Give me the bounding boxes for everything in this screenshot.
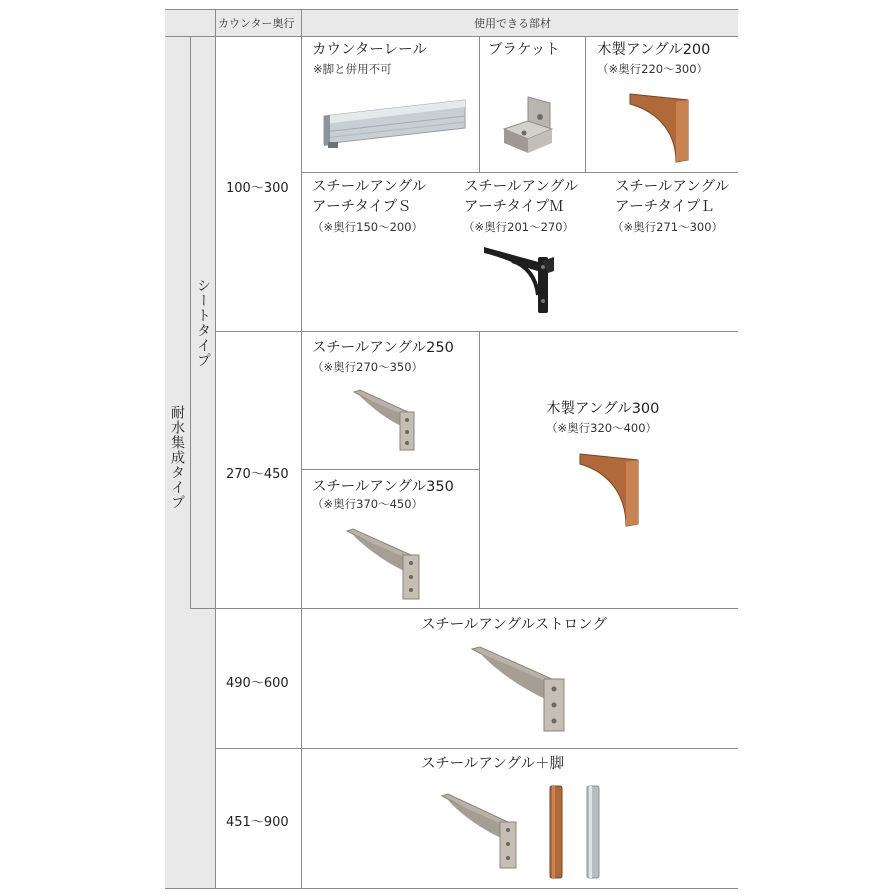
row4-depth: 451〜900 <box>226 815 289 830</box>
row2-inner-divider <box>301 469 480 470</box>
header-left-divider <box>215 9 216 36</box>
row1-inner-divider <box>301 172 738 173</box>
water-resistant-type-label: 耐水集成タイプ <box>169 405 185 510</box>
wood-angle-300-name: 木製アングル300 <box>546 401 660 417</box>
steel-angle-with-leg-name: スチールアングル＋脚 <box>421 756 565 772</box>
steel-angle-350-image <box>345 527 427 603</box>
sheet-type-label: シートタイプ <box>195 278 211 368</box>
header-bottom-border <box>165 36 738 37</box>
steel-angle-250-note: （※奥行270〜350） <box>312 360 424 374</box>
row2-bottom-border <box>190 608 738 609</box>
counter-rail-image <box>322 98 467 154</box>
outer-type-divider <box>190 36 191 608</box>
bracket-name: ブラケット <box>488 42 560 58</box>
parts-column-header: 使用できる部材 <box>474 17 551 30</box>
arch-l-name-line2: アーチタイプＬ <box>615 199 715 215</box>
steel-angle-with-leg-image <box>440 792 524 872</box>
wood-leg-image <box>549 784 563 880</box>
arch-s-name-line1: スチールアングル <box>312 179 427 195</box>
steel-angle-strong-name: スチールアングルストロング <box>421 617 607 633</box>
steel-angle-strong-image <box>470 645 570 735</box>
bracket-wood200-divider <box>585 36 586 172</box>
arch-s-note: （※奥行150〜200） <box>312 220 424 234</box>
depth-column-right-border <box>301 9 302 888</box>
depth-column-header: カウンター奥行 <box>218 17 295 30</box>
steel-angle-350-name: スチールアングル350 <box>312 479 454 495</box>
arch-m-note: （※奥行201〜270） <box>463 220 575 234</box>
row2-depth: 270〜450 <box>226 467 289 482</box>
wood-angle-200-note: （※奥行220〜300） <box>597 62 709 76</box>
rail-bracket-divider <box>479 36 480 172</box>
row1-depth: 100〜300 <box>226 181 289 196</box>
table-top-border <box>165 9 738 10</box>
row2-column-divider <box>479 331 480 608</box>
steel-angle-250-image <box>352 388 422 454</box>
arch-steel-angle-image <box>482 243 558 315</box>
arch-m-name-line1: スチールアングル <box>464 179 579 195</box>
table-bottom-border <box>165 888 738 889</box>
arch-l-note: （※奥行271〜300） <box>612 220 724 234</box>
steel-angle-250-name: スチールアングル250 <box>312 340 454 356</box>
wood-angle-200-name: 木製アングル200 <box>597 42 711 58</box>
arch-m-name-line2: アーチタイプＭ <box>464 199 564 215</box>
row1-bottom-border <box>215 331 738 332</box>
aluminum-leg-image <box>586 784 600 880</box>
row3-depth: 490〜600 <box>226 676 289 691</box>
counter-rail-note: ※脚と併用不可 <box>313 62 392 76</box>
depth-column-left-border <box>215 36 216 888</box>
wood-angle-200-image <box>628 92 692 164</box>
arch-l-name-line1: スチールアングル <box>615 179 730 195</box>
row3-bottom-border <box>215 748 738 749</box>
bracket-image <box>500 95 560 159</box>
counter-rail-name: カウンターレール <box>312 42 427 58</box>
steel-angle-350-note: （※奥行370〜450） <box>312 497 424 511</box>
wood-angle-300-note: （※奥行320〜400） <box>546 421 658 435</box>
arch-s-name-line2: アーチタイプＳ <box>312 199 412 215</box>
wood-angle-300-image <box>578 452 642 528</box>
